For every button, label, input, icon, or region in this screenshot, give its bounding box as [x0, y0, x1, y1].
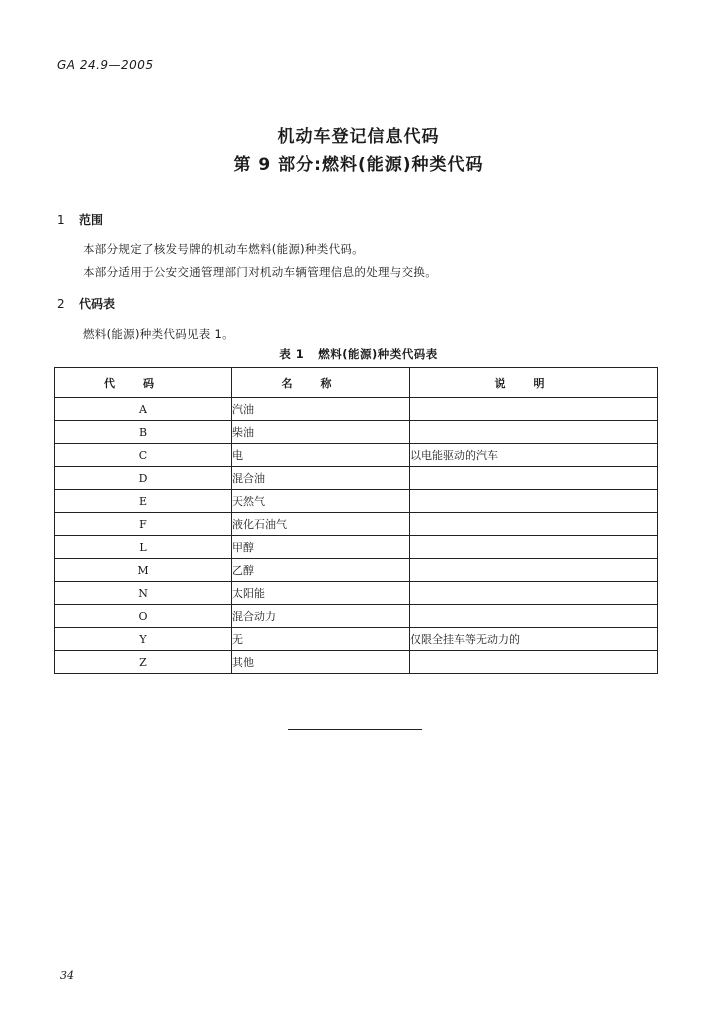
name-cell: 混合油 [232, 467, 410, 490]
code-cell: B [55, 421, 232, 444]
fuel-code-table [54, 367, 658, 674]
table-row [55, 536, 658, 559]
desc-cell [410, 513, 658, 536]
section-code-table-heading [57, 295, 115, 312]
name-cell: 汽油 [232, 398, 410, 421]
code-cell: Y [55, 628, 232, 651]
table-number: 表 1 [279, 347, 305, 361]
table-caption [0, 346, 717, 362]
name-cell: 太阳能 [232, 582, 410, 605]
column-header-desc: 说明 [410, 368, 658, 398]
desc-cell [410, 536, 658, 559]
desc-cell [410, 651, 658, 674]
code-cell: L [55, 536, 232, 559]
table-row [55, 490, 658, 513]
name-cell: 无 [232, 628, 410, 651]
table-row [55, 421, 658, 444]
table-row [55, 398, 658, 421]
desc-cell [410, 605, 658, 628]
name-cell: 柴油 [232, 421, 410, 444]
section-title: 代码表 [79, 297, 116, 311]
table-row [55, 467, 658, 490]
desc-cell [410, 559, 658, 582]
code-cell: D [55, 467, 232, 490]
desc-cell [410, 421, 658, 444]
name-cell: 电 [232, 444, 410, 467]
table-caption-text: 燃料(能源)种类代码表 [318, 347, 438, 361]
section-scope-heading [57, 211, 103, 228]
document-code: GA 24.9—2005 [57, 58, 154, 72]
desc-cell: 仅限全挂车等无动力的 [410, 628, 658, 651]
name-cell: 液化石油气 [232, 513, 410, 536]
name-cell: 天然气 [232, 490, 410, 513]
section-number: 1 [57, 213, 65, 227]
code-cell: E [55, 490, 232, 513]
code-cell: M [55, 559, 232, 582]
scope-paragraph: 本部分适用于公安交通管理部门对机动车辆管理信息的处理与交换。 [83, 265, 437, 279]
table-row [55, 582, 658, 605]
document-subtitle: 第 9 部分:燃料(能源)种类代码 [233, 155, 484, 175]
code-cell: N [55, 582, 232, 605]
section-number: 2 [57, 297, 65, 311]
column-header-code: 代码 [55, 368, 232, 398]
end-of-document-line [288, 729, 422, 730]
table-row [55, 628, 658, 651]
table-row [55, 605, 658, 628]
code-cell: A [55, 398, 232, 421]
scope-paragraph: 本部分规定了核发号牌的机动车燃料(能源)种类代码。 [83, 242, 364, 256]
desc-cell [410, 490, 658, 513]
code-cell: O [55, 605, 232, 628]
desc-cell [410, 467, 658, 490]
table-row [55, 444, 658, 467]
code-cell: C [55, 444, 232, 467]
name-cell: 乙醇 [232, 559, 410, 582]
name-cell: 甲醇 [232, 536, 410, 559]
desc-cell: 以电能驱动的汽车 [410, 444, 658, 467]
table-header-row [55, 368, 658, 398]
table-row [55, 559, 658, 582]
name-cell: 其他 [232, 651, 410, 674]
code-cell: Z [55, 651, 232, 674]
code-table-paragraph: 燃料(能源)种类代码见表 1。 [83, 327, 234, 341]
desc-cell [410, 398, 658, 421]
name-cell: 混合动力 [232, 605, 410, 628]
page-number: 34 [60, 969, 74, 982]
column-header-name: 名称 [232, 368, 410, 398]
desc-cell [410, 582, 658, 605]
table-row [55, 513, 658, 536]
code-cell: F [55, 513, 232, 536]
table-row [55, 651, 658, 674]
document-title: 机动车登记信息代码 [277, 127, 440, 147]
section-title: 范围 [79, 213, 104, 227]
